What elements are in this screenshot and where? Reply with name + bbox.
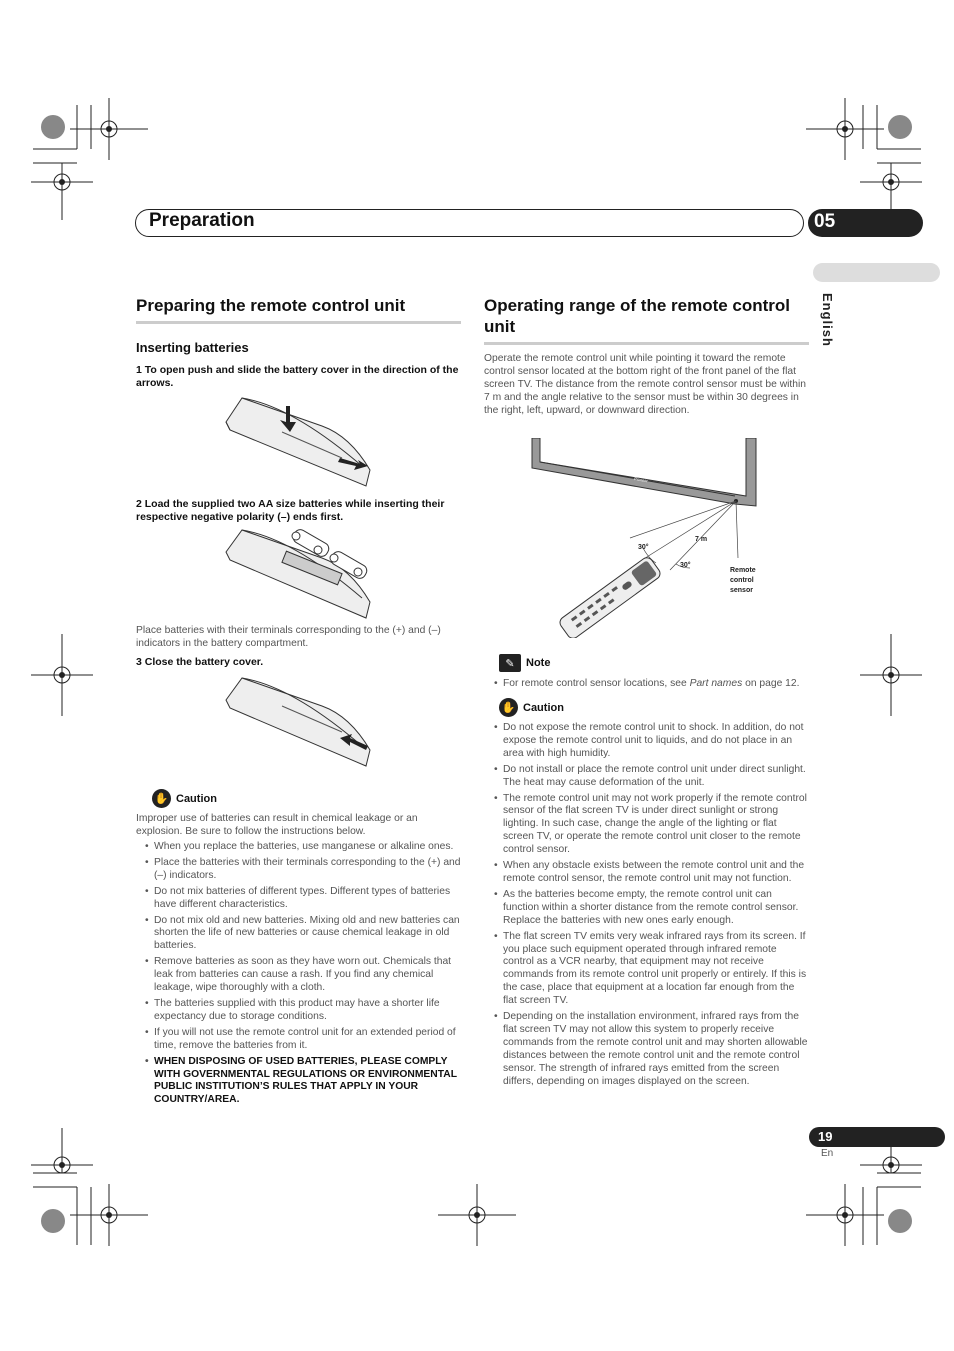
part-names-reference: Part names bbox=[689, 678, 743, 689]
sensor-label-3: sensor bbox=[730, 587, 753, 594]
left-caution-header bbox=[152, 789, 217, 808]
left-caution-label: Caution bbox=[176, 792, 217, 805]
tv-brand: Pioneer bbox=[633, 476, 649, 484]
note-text-suffix: on page 12. bbox=[742, 678, 800, 689]
list-item: • The remote control unit may not work properly if the remote control sensor of the flat screen TV is under direct sunlight or strong lighting. In such case, change the angle of the lighting or flat screen TV, or operate the remote control unit closer to the remote control sensor. bbox=[493, 793, 809, 858]
right-caution-header bbox=[499, 698, 564, 717]
operating-range-intro: Operate the remote control unit while pointing it toward the remote control sensor located at the bottom right of the front panel of the flat screen TV. The distance from the remote control sensor must be within 7 m and the angle relative to the sensor must be within 30 degrees in the right, left, upward, or downward direction. bbox=[484, 353, 807, 416]
remote-insert-batteries-illustration bbox=[222, 528, 374, 622]
angle-top-label: 30° bbox=[638, 544, 649, 551]
list-item bbox=[493, 678, 813, 691]
remote-open-cover-illustration bbox=[222, 396, 374, 490]
language-tab bbox=[813, 263, 940, 282]
left-section-heading-wrap bbox=[136, 295, 461, 324]
caution-hand-icon: ✋ bbox=[152, 789, 171, 808]
right-section-heading-wrap bbox=[484, 295, 809, 345]
list-item: • Depending on the installation environment, infrared rays from the flat screen TV may not allow this system to properly receive commands from the remote control unit and may shorten allowable distances between the remote control unit and the remote control sensor. The strength of infrared rays emitted from the screen differs, depending on images displayed on the screen. bbox=[493, 1011, 809, 1088]
right-caution-label: Caution bbox=[523, 701, 564, 714]
caution-hand-icon: ✋ bbox=[499, 698, 518, 717]
note-label: Note bbox=[526, 657, 551, 669]
right-section-heading: Operating range of the remote control unit bbox=[484, 296, 791, 336]
list-item: • When you replace the batteries, use manganese or alkaline ones. bbox=[136, 841, 461, 854]
page-number: 19 bbox=[818, 1129, 833, 1144]
disposal-warning: • WHEN DISPOSING OF USED BATTERIES, PLEASE COMPLY WITH GOVERNMENTAL REGULATIONS OR ENVIRONMENTAL PUBLIC INSTITUTION’S RULES THAT APPLY IN YOUR COUNTRY/AREA. bbox=[136, 1056, 461, 1108]
note-text: For remote control sensor locations, see bbox=[503, 678, 690, 689]
page-title: Preparation bbox=[149, 210, 255, 231]
list-item: • The batteries supplied with this product may have a shorter life expectancy due to storage conditions. bbox=[136, 998, 461, 1024]
battery-placement-note: Place batteries with their terminals corresponding to the (+) and (–) indicators in the battery compartment. bbox=[136, 625, 441, 649]
right-caution-list bbox=[493, 722, 809, 1091]
language-label: English bbox=[820, 293, 835, 347]
list-item: • As the batteries become empty, the remote control unit can function within a shorter distance from the remote control sensor. Replace the batteries with new ones early enough. bbox=[493, 889, 809, 928]
operating-range-diagram bbox=[530, 438, 760, 638]
sensor-label-1: Remote bbox=[730, 567, 756, 574]
inserting-batteries-heading: Inserting batteries bbox=[136, 340, 249, 355]
list-item: • When any obstacle exists between the remote control unit and the remote control sensor, the remote control unit may not function. bbox=[493, 860, 809, 886]
list-item: • Place the batteries with their terminals corresponding to the (+) and (–) indicators. bbox=[136, 857, 461, 883]
list-item: • Do not install or place the remote control unit under direct sunlight. The heat may cause deformation of the unit. bbox=[493, 764, 809, 790]
step-3: 3 Close the battery cover. bbox=[136, 656, 264, 668]
list-item: • The flat screen TV emits very weak infrared rays from its screen. If you place such equipment operated through infrared remote control as a VCR nearby, that equipment may not receive commands from its remote control unit properly or entirely. If this is the case, place that equipment at a location far enough from the flat screen TV. bbox=[493, 931, 809, 1008]
left-section-heading: Preparing the remote control unit bbox=[136, 296, 406, 315]
note-header bbox=[499, 654, 550, 672]
list-item: • Do not mix batteries of different types. Different types of batteries have different characteristics. bbox=[136, 886, 461, 912]
left-caution-intro: Improper use of batteries can result in chemical leakage or an explosion. Be sure to follow the instructions below. bbox=[136, 813, 418, 837]
chapter-number: 05 bbox=[814, 211, 836, 232]
note-pencil-icon: ✎ bbox=[499, 654, 521, 672]
heading-rule bbox=[484, 342, 809, 345]
list-item: • Remove batteries as soon as they have worn out. Chemicals that leak from batteries can cause a rash. If you find any chemical leakage, wipe thoroughly with a cloth. bbox=[136, 956, 461, 995]
heading-rule bbox=[136, 321, 461, 324]
distance-label: 7 m bbox=[695, 536, 708, 543]
remote-close-cover-illustration bbox=[222, 676, 374, 770]
list-item: • Do not mix old and new batteries. Mixing old and new batteries can shorten the life of new batteries or cause chemical leakage in old batteries. bbox=[136, 915, 461, 954]
page-language: En bbox=[821, 1148, 834, 1159]
left-caution-list bbox=[136, 841, 461, 1110]
step-2: 2 Load the supplied two AA size batteries while inserting their respective negative polarity (–) ends first. bbox=[136, 498, 445, 523]
list-item: • If you will not use the remote control unit for an extended period of time, remove the batteries from it. bbox=[136, 1027, 461, 1053]
list-item: • Do not expose the remote control unit to shock. In addition, do not expose the remote control unit to liquids, and do not place in an area with high humidity. bbox=[493, 722, 809, 761]
note-list bbox=[493, 678, 813, 694]
angle-bottom-label: 30° bbox=[680, 562, 691, 569]
sensor-label-2: control bbox=[730, 577, 754, 584]
step-1: 1 To open push and slide the battery cover in the direction of the arrows. bbox=[136, 364, 459, 389]
